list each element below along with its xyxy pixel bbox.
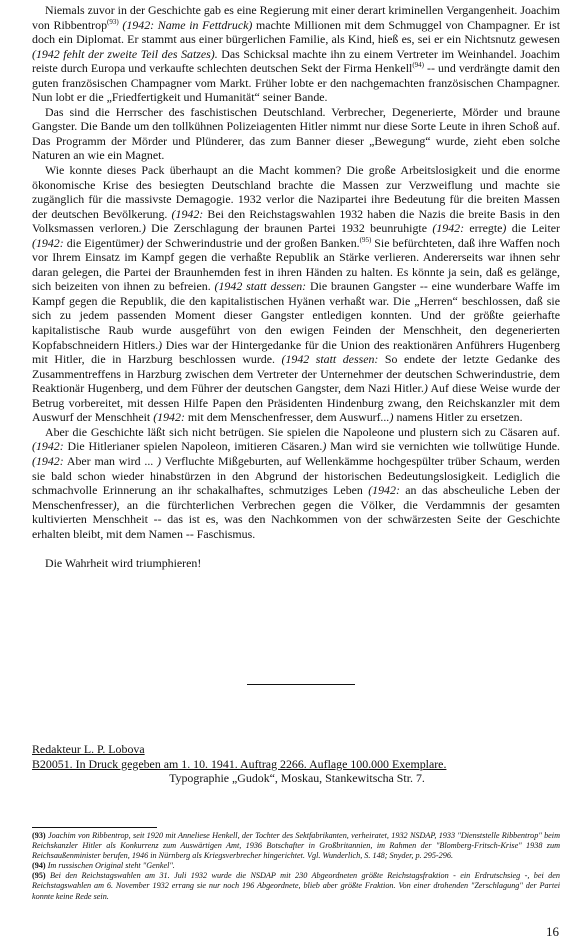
- imprint: [32, 742, 562, 786]
- typography-line: Typographie „Gudok“, Moskau, Stankewitscha Str. 7.: [169, 771, 425, 786]
- footnote-ref-94[interactable]: (94): [412, 61, 424, 70]
- editor-line: Redakteur L. P. Lobova: [32, 742, 145, 756]
- article-body: [32, 3, 560, 571]
- print-info-line: B20051. In Druck gegeben am 1. 10. 1941. Auftrag 2266. Auflage 100.000 Exemplare.: [32, 756, 447, 771]
- closing-line: Die Wahrheit wird triumphieren!: [45, 556, 202, 571]
- footnote-ref-95[interactable]: (95): [359, 235, 372, 244]
- footnote-93: (93) Joachim von Ribbentrop, seit 1920 mit Anneliese Henkell, der Tochter des Sektfabrikanten, verheiratet, 1932 NSDAP, 1933 "Dienststelle Ribbentrop" beim Reichskanzler Hitler als Konkurrenz zum Auswärtigen Amt, 1936 Botschafter in Großbritannien, im Rahmen der "Blomberg-Fritsch-Krise" 1938 zum Reichsaußenminister berufen, 1946 in Nürnberg als Kriegsverbrecher hingerichtet. Vgl. Wunderlich, S. 148; Snyder, p. 295-296.: [32, 831, 560, 861]
- footnotes: [32, 831, 560, 902]
- footnote-95: (95) Bei den Reichstagswahlen am 31. Juli 1932 wurde die NSDAP mit 230 Abgeordneten größte Reichstagsfraktion - ein Erdrutschsieg -, bei den Reichstagswahlen am 6. November 1932 errang sie nur noch 196 Abgeordnete, blieb aber größte Fraktion. Von einer drohenden "Zerschlagung" der Partei konnte keine Rede sein.: [32, 871, 560, 901]
- paragraph-4: Aber die Geschichte läßt sich nicht betrügen. Sie spielen die Napoleone und plustern sich zu Cäsaren auf. (1942: Die Hitlerianer spielen Napoleon, imitieren Cäsaren.) Man wird sie vernichten wie tollwütige Hunde. (1942: Aber man wird ... ) Verfluchte Mißgeburten, auf Wellenkämme hochgespülter trüber Schaum, werden sie bald schon wieder hinabstürzen in den Abgrund der historischen Bedeutungslosigkeit. Lediglich die schmachvolle Erinnerung an ihr schakalhaftes, schmutziges Leben (1942: an das abscheuliche Leben der Menschenfresser), an die fürchterlichen Verbrechen gegen die Völker, die Verdammnis der gesamten kultivierten Menschheit -- das ist es, was den Nachkommen von der schwärzesten Seite der Geschichte erhalten bleibt, mit dem Namen -- Faschismus.: [32, 424, 560, 541]
- paragraph-2: Das sind die Herrscher des faschistischen Deutschland. Verbrecher, Degenerierte, Mörder und braune Gangster. Die Bande um den tollkühnen Polizeiagenten Hitler nimmt nur diese Sorte Leute in ihren Schoß auf. Das Programm der Mörder und Plünderer, das zum Banner dieser „Bewegung“ wurde, zieht eben solche Naturen an wie ein Magnet.: [32, 104, 560, 163]
- paragraph-3: Wie konnte dieses Pack überhaupt an die Macht kommen? Die große Arbeitslosigkeit und die enorme ökonomische Krise des besiegten Deutschland brachte die Massen zur Verzweiflung und machte sie zugänglich für die massivste Demagogie. 1932 verlor die Nazipartei ihre Bedeutung für die breiten Massen der deutschen Bevölkerung. (1942: Bei den Reichstagswahlen 1932 haben die Nazis die breite Basis in den Volksmassen verloren.) Die Zerschlagung der braunen Partei 1932 beunruhigte (1942: erregte) die Leiter (1942: die Eigentümer) der Schwerindustrie und der großen Banken.$^{(95)}$ Sie befürchteten, daß ihre Waffen noch vor Ihrem Einsatz im Kampf gegen die verhaßte Republik an Stärke verlieren. Andererseits war ihnen sehr daran gelegen, die Partei der Braunhemden fest in ihren Händen zu halten. Es könnte ja sein, daß es gelänge, sich beizeiten von ihnen zu befreien. (1942 statt dessen: Die braunen Gangster -- eine wunderbare Waffe im Kampf gegen die Republik, die den kapitalistischen Hyänen verhaßt war. Die „Herren“ beschlossen, daß sie sich zu jedem passenden Moment dieser Gangster entledigen konnten. Und der größte geierhafte kapitalistische Raub wurde ausgeführt von den ewigen Feinden der Menschheit, den degenerierten Kopfabschneidern Hitlers.) Dies war der Hintergedanke für die Union des reaktionären Anführers Hugenberg mit Hitler, die in Harzburg beschlossen wurde. (1942 statt dessen: So endete der letzte Gedanke des Zusammentreffens in Harzburg zwischen dem Vertreter der Unternehmer der deutschen Schwerindustrie, dem Reaktionär Hugenberg, und dem Führer der deutschen Gangster, dem Nazi Hitler.) Auf diese Weise wurde der Betrug vorbereitet, mit dessen Hilfe Papen den Präsidenten Hindenburg zwang, den Reichskanzler mit dem Auswurf der Menschheit (1942: mit dem Menschenfresser, dem Auswurf...) namens Hitler zu ersetzen.: [32, 163, 561, 425]
- footnote-ref-93[interactable]: (93): [107, 17, 119, 26]
- section-divider: [247, 684, 355, 685]
- paragraph-1: Niemals zuvor in der Geschichte gab es eine Regierung mit einer derart kriminellen Vergangenheit. Joachim von Ribbentrop$^{(93)}$ (1942: Name in Fettdruck) machte Millionen mit dem Schmuggel von Champagner. Er ist doch ein Diplomat. Er stammt aus einer bürgerlichen Familie, als Kind, hieß es, sei er ein Nichtsnutz gewesen (1942 fehlt der zweite Teil des Satzes). Das Schicksal machte ihn zu einem Vertreter im Weinhandel. Joachim reiste durch Europa und verkaufte schlechten deutschen Sekt der Firma Henkell$^{(94)}$ -- und verdrängte damit den guten französischen Champagner vom Markt. Früher lobte er den nachgemachten französischen Champagner. Nun lobt er die „Friedfertigkeit und Humanität“ seiner Bande.: [32, 3, 561, 105]
- page-number: 16: [546, 924, 559, 939]
- footnote-94: (94) Im russischen Original steht "Genkel".: [32, 861, 175, 871]
- footnote-rule: [32, 827, 157, 828]
